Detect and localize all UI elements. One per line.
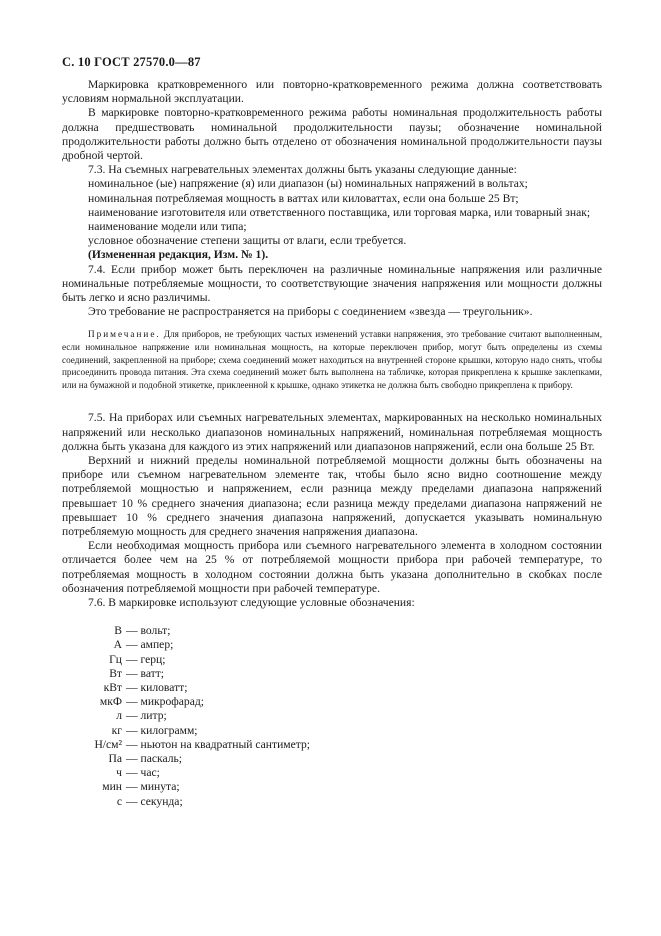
abbreviation-row xyxy=(62,724,602,738)
abbreviation-term: мкФ xyxy=(99,695,122,709)
abbreviation-row xyxy=(62,667,602,681)
abbreviation-term: кг xyxy=(111,723,122,737)
list-item: наименование модели или типа; xyxy=(88,220,247,234)
abbreviation-list xyxy=(62,624,602,808)
abbreviation-term: л xyxy=(116,709,122,723)
abbreviation-term: кВт xyxy=(103,681,122,695)
abbreviation-term: Н/см² xyxy=(94,737,122,751)
note xyxy=(62,328,602,391)
abbreviation-row xyxy=(62,638,602,652)
abbreviation-definition: — паскаль; xyxy=(126,751,182,765)
document-body xyxy=(62,78,602,809)
note-label: Примечание. xyxy=(88,329,161,340)
list-item: условное обозначение степени защиты от влаги, если требуется. xyxy=(88,234,407,248)
page-header: С. 10 ГОСТ 27570.0—87 xyxy=(62,55,201,69)
abbreviation-row xyxy=(62,766,602,780)
paragraph: Это требование не распространяется на приборы с соединением «звезда — треугольник». xyxy=(88,305,533,319)
abbreviation-row xyxy=(62,681,602,695)
abbreviation-row xyxy=(62,738,602,752)
abbreviation-term: ч xyxy=(116,766,122,780)
abbreviation-definition: — киловатт; xyxy=(126,681,188,695)
abbreviation-term: А xyxy=(113,638,122,652)
abbreviation-definition: — микрофарад; xyxy=(126,695,204,709)
abbreviation-row xyxy=(62,709,602,723)
abbreviation-row xyxy=(62,780,602,794)
paragraph: Если необходимая мощность прибора или съемного нагревательного элемента в холодном состоянии отличается более чем на 25 % от потребляемой мощности прибора при рабочей температуре, то потребляемая мощность в холодном состоянии должна быть указана дополнительно в скобках после обозначения потребляемой мощности при рабочей температуре. xyxy=(62,539,602,595)
abbreviation-definition: — вольт; xyxy=(126,624,171,638)
abbreviation-term: мин xyxy=(102,780,122,794)
abbreviation-term: Гц xyxy=(109,652,122,666)
clause-7-4: 7.4. Если прибор может быть переключен на различные номинальные напряжения или различные номинальные потребляемые мощности, то соответствующие значения напряжения или мощности должны быть легко и ясно различимы. xyxy=(62,262,602,305)
abbreviation-term: Вт xyxy=(109,666,122,680)
paragraph: В маркировке повторно-кратковременного режима работы номинальная продолжительность работы должна предшествовать номинальной продолжительности паузы; обозначение номинальной продолжительности работы должно быть отделено от обозначения номинальной продолжительности паузы дробной чертой. xyxy=(62,106,602,163)
abbreviation-definition: — секунда; xyxy=(126,794,183,808)
abbreviation-definition: — ампер; xyxy=(126,638,174,652)
amendment-note: (Измененная редакция, Изм. № 1). xyxy=(88,248,269,262)
clause-7-3: 7.3. На съемных нагревательных элементах должны быть указаны следующие данные: xyxy=(88,163,517,177)
abbreviation-term: с xyxy=(116,794,122,808)
abbreviation-row xyxy=(62,795,602,809)
abbreviation-row xyxy=(62,752,602,766)
paragraph: Верхний и нижний пределы номинальной потребляемой мощности должны быть обозначены на приборе или съемном нагревательном элементе так, чтобы было ясно видно соотношение между потребляемой мощностью и напряжением, если разница между пределами диапазона напряжений превышает 10 % среднего значения диапазона; если разница между пределами диапазона напряжений не превышает 10 % среднего значения диапазона напряжений, допускается указывать номинальную потребляемую мощность для среднего значения напряжения диапазона. xyxy=(62,454,602,539)
abbreviation-definition: — герц; xyxy=(126,652,166,666)
paragraph: Маркировка кратковременного или повторно-кратковременного режима должна соответствовать условиям нормальной эксплуатации. xyxy=(62,78,602,106)
abbreviation-definition: — час; xyxy=(126,766,160,780)
note-text: Для приборов, не требующих частых изменений уставки напряжения, это требование считают выполненным, если номинальное напряжение или номинальная мощность, на которые переключен прибор, могут быть определены из схемы соединений, закрепленной на приборе; схема соединений может находиться на внутренней стороне крышки, которую надо снять, чтобы присоединить провода питания. Эта схема соединений может быть выполнена на табличке, которая прикреплена к крышке заклепками, или на бумажной и подобной этикетке, приклеенной к крышке, однако этикетка не должна быть свободно прикреплена к прибору. xyxy=(62,329,602,390)
list-item: номинальная потребляемая мощность в ваттах или киловаттах, если она больше 25 Вт; xyxy=(88,191,519,205)
abbreviation-definition: — литр; xyxy=(126,709,167,723)
abbreviation-row xyxy=(62,624,602,638)
abbreviation-definition: — ватт; xyxy=(126,666,165,680)
abbreviation-definition: — минута; xyxy=(126,780,180,794)
abbreviation-term: В xyxy=(114,624,122,638)
abbreviation-term: Па xyxy=(108,751,122,765)
clause-7-5: 7.5. На приборах или съемных нагревательных элементах, маркированных на несколько номинальных напряжений или несколько диапазонов номинальных напряжений, номинальная потребляемая мощность должна быть указана для каждого из этих напряжений или диапазонов напряжений, если она больше 25 Вт. xyxy=(62,411,602,453)
clause-7-6: 7.6. В маркировке используют следующие условные обозначения: xyxy=(88,596,415,610)
abbreviation-definition: — ньютон на квадратный сантиметр; xyxy=(126,737,310,751)
list-item: номинальное (ые) напряжение (я) или диапазон (ы) номинальных напряжений в вольтах; xyxy=(88,177,528,191)
abbreviation-definition: — килограмм; xyxy=(126,723,198,737)
abbreviation-row xyxy=(62,653,602,667)
abbreviation-row xyxy=(62,695,602,709)
list-item: наименование изготовителя или ответственного поставщика, или торговая марка, или товарный знак; xyxy=(88,205,591,219)
